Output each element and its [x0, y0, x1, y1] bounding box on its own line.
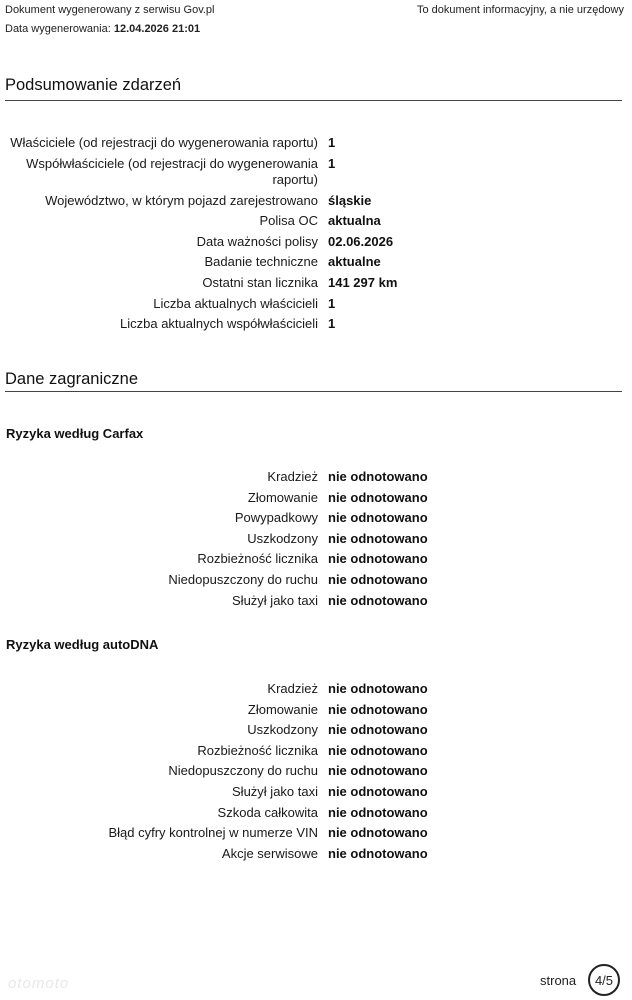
autodna-row	[0, 763, 632, 784]
autodna-row	[0, 825, 632, 846]
row-value: 02.06.2026	[328, 233, 394, 249]
row-value: nie odnotowano	[328, 681, 428, 696]
row-label: Województwo, w którym pojazd zarejestrowano	[45, 192, 318, 208]
page-label: strona	[540, 973, 577, 988]
row-value: 1	[328, 316, 336, 332]
document-notice: To dokument informacyjny, a nie urzędowy	[416, 4, 624, 16]
row-label: Badanie techniczne	[204, 254, 318, 270]
summary-section-title: Podsumowanie zdarzeń	[5, 76, 182, 94]
row-value: nie odnotowano	[328, 783, 428, 799]
row-label: Uszkodzony	[247, 722, 318, 738]
row-label: Złomowanie	[247, 701, 318, 717]
page-number: 4/5	[594, 972, 614, 988]
carfax-row	[0, 490, 632, 511]
row-label: Rozbieżność licznika	[197, 551, 318, 567]
row-value: 141 297 km	[328, 274, 398, 290]
row-value: 1	[328, 155, 336, 171]
page-number-badge	[588, 964, 620, 996]
source-text: Dokument wygenerowany z serwisu Gov.pl	[5, 4, 215, 16]
carfax-row	[0, 510, 632, 531]
carfax-row	[0, 531, 632, 552]
summary-row	[0, 275, 632, 296]
row-label: Niedopuszczony do ruchu	[168, 571, 318, 587]
row-value: nie odnotowano	[328, 722, 428, 738]
autodna-row	[0, 805, 632, 826]
summary-row	[0, 254, 632, 275]
row-value: aktualne	[328, 254, 381, 270]
row-value: nie odnotowano	[328, 742, 428, 758]
foreign-section-title: Dane zagraniczne	[5, 370, 138, 388]
row-label: Niedopuszczony do ruchu	[168, 763, 318, 779]
row-value: nie odnotowano	[328, 763, 428, 779]
generated-label: Data wygenerowania:	[5, 23, 111, 35]
row-label: Kradzież	[267, 681, 318, 696]
row-label: Błąd cyfry kontrolnej w numerze VIN	[108, 825, 318, 841]
row-label: Powypadkowy	[234, 510, 318, 526]
row-label: Właściciele (od rejestracji do wygenerowania raportu)	[10, 135, 318, 150]
row-label: Liczba aktualnych właścicieli	[153, 295, 318, 311]
summary-row	[0, 156, 632, 193]
row-label: Uszkodzony	[247, 530, 318, 546]
carfax-row	[0, 551, 632, 572]
summary-row	[0, 316, 632, 337]
autodna-row	[0, 702, 632, 723]
row-value: nie odnotowano	[328, 469, 428, 484]
row-label: Szkoda całkowita	[217, 804, 318, 820]
row-label: Liczba aktualnych współwłaścicieli	[120, 316, 318, 332]
row-label: Służył jako taxi	[232, 592, 318, 608]
autodna-row	[0, 784, 632, 805]
row-label: Współwłaściciele (od rejestracji do wygenerowania raportu)	[26, 155, 318, 187]
autodna-subtitle: Ryzyka według autoDNA	[6, 637, 159, 652]
row-value: nie odnotowano	[328, 551, 428, 567]
row-value: nie odnotowano	[328, 845, 428, 861]
carfax-table	[0, 469, 632, 613]
watermark-logo: otomoto	[8, 975, 70, 992]
summary-row	[0, 296, 632, 317]
row-value: 1	[328, 135, 336, 150]
carfax-subtitle: Ryzyka według Carfax	[6, 426, 144, 441]
row-value: nie odnotowano	[328, 489, 428, 505]
row-value: nie odnotowano	[328, 571, 428, 587]
autodna-table	[0, 681, 632, 866]
row-value: nie odnotowano	[328, 530, 428, 546]
row-label: Akcje serwisowe	[221, 845, 318, 861]
carfax-row	[0, 572, 632, 593]
carfax-row	[0, 593, 632, 614]
row-value: nie odnotowano	[328, 510, 428, 526]
row-value: śląskie	[328, 192, 372, 208]
row-value: nie odnotowano	[328, 701, 428, 717]
autodna-row	[0, 846, 632, 867]
carfax-row	[0, 469, 632, 490]
row-value: aktualna	[328, 213, 381, 229]
summary-row	[0, 234, 632, 255]
row-label: Ostatni stan licznika	[202, 274, 318, 290]
row-label: Złomowanie	[247, 489, 318, 505]
row-label: Data ważności polisy	[196, 233, 318, 249]
row-value: nie odnotowano	[328, 804, 428, 820]
summary-row	[0, 213, 632, 234]
summary-table	[0, 135, 632, 337]
row-label: Kradzież	[267, 469, 318, 484]
summary-row	[0, 193, 632, 214]
generated-date	[5, 20, 215, 39]
autodna-row	[0, 681, 632, 702]
autodna-row	[0, 722, 632, 743]
generated-value: 12.04.2026 21:01	[113, 23, 201, 35]
section-divider	[5, 391, 622, 392]
summary-row	[0, 135, 632, 156]
row-label: Polisa OC	[259, 213, 318, 229]
document-header-left	[5, 1, 215, 39]
row-label: Rozbieżność licznika	[197, 742, 318, 758]
row-value: nie odnotowano	[328, 592, 428, 608]
row-value: nie odnotowano	[328, 825, 428, 841]
row-label: Służył jako taxi	[232, 783, 318, 799]
section-divider	[5, 100, 622, 101]
autodna-row	[0, 743, 632, 764]
row-value: 1	[328, 295, 336, 311]
